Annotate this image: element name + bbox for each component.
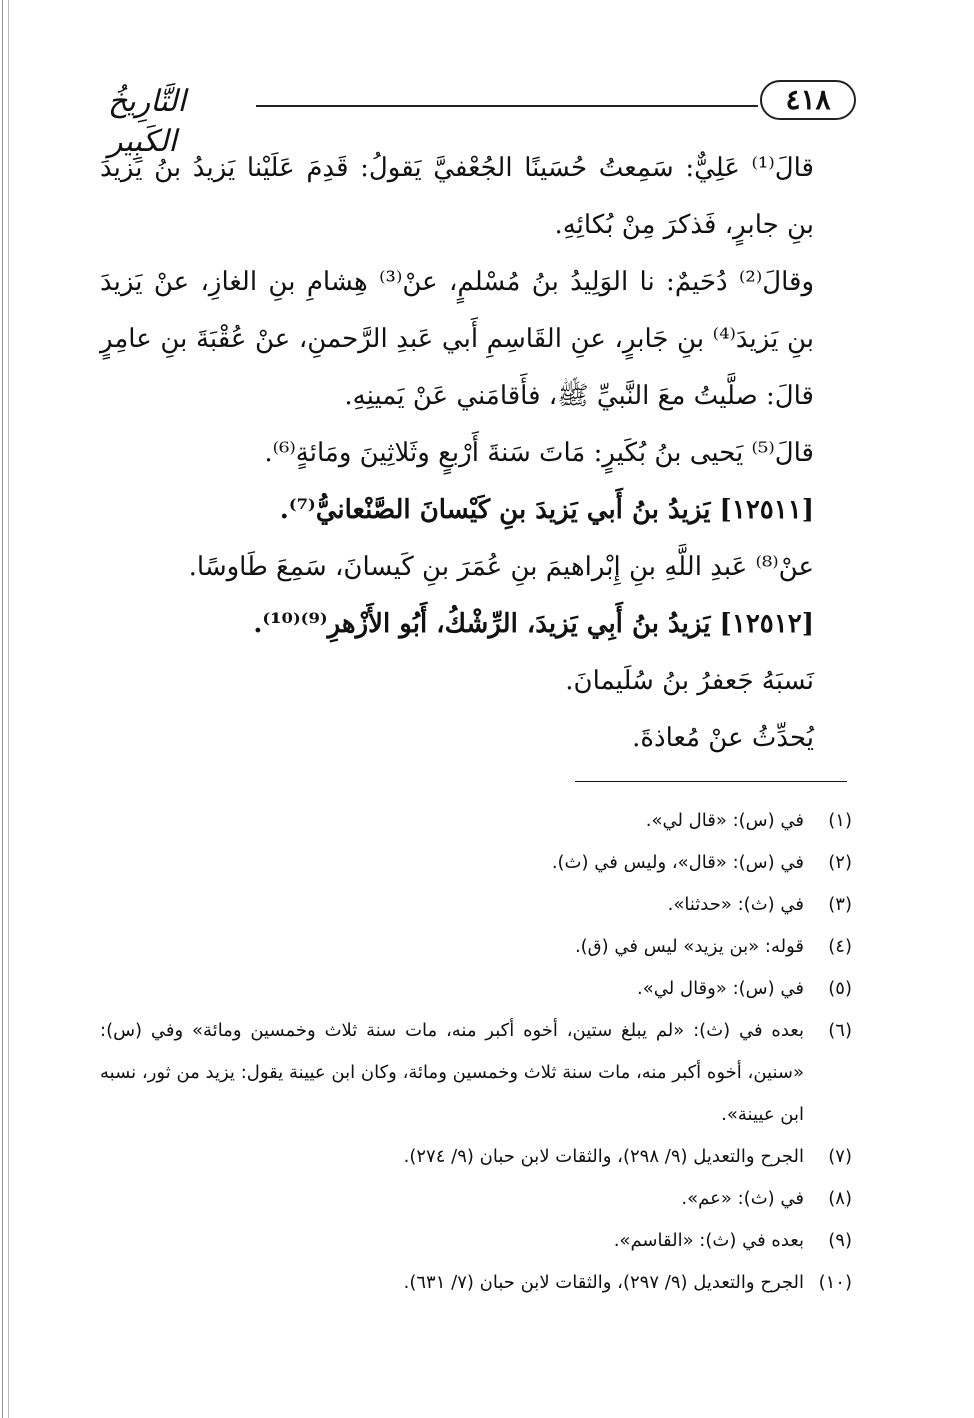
paragraph-5: عنْ⁽⁸⁾ عَبدِ اللَّهِ بنِ إِبْراهيمَ بنِ عُمَرَ بنِ كَيسانَ، سَمِعَ طَاوسًا.: [188, 552, 814, 582]
paragraph-1: قالَ⁽¹⁾ عَلِيٌّ: سَمِعتُ حُسَينًا الجُعْفيَّ يَقولُ: قَدِمَ عَلَيْنا يَزيدُ بنُ يَزيدَ بنِ جابرٍ، فَذكرَ مِنْ بُكائِهِ.: [100, 153, 814, 240]
footnote-number: (٦): [828, 1020, 852, 1041]
footnote-item: [100, 1220, 852, 1262]
footnote-item: [100, 1010, 852, 1136]
footnote-item: [100, 926, 852, 968]
footnote-text: في (س): «قال»، وليس في (ث).: [551, 852, 804, 873]
footnote-item: [100, 1178, 852, 1220]
footnote-number: (٨): [828, 1188, 852, 1209]
footnote-text: قوله: «بن يزيد» ليس في (ق).: [574, 936, 804, 957]
footnote-text: في (س): «وقال لي».: [637, 978, 804, 999]
footnote-item: [100, 968, 852, 1010]
paragraph-2: وقالَ⁽²⁾ دُحَيمٌ: نا الوَلِيدُ بنُ مُسْلمٍ، عنْ⁽³⁾ هِشامِ بنِ الغازِ، عنْ يَزيدَ بنِ يَزيدَ⁽⁴⁾ بنِ جَابرٍ، عنِ القَاسِمِ أَبي عَبدِ الرَّحمنِ، عنْ عُقْبَةَ بنِ عامِرٍ قالَ: صلَّيتُ معَ النَّبيِّ ﷺ، فأَقامَني عَنْ يَمينِهِ.: [100, 267, 814, 411]
main-text: [100, 140, 852, 767]
paragraph-8: يُحدِّثُ عنْ مُعاذةَ.: [632, 723, 814, 753]
running-title: التَّارِيخُ الكَبِير: [108, 84, 186, 159]
footnote-item: [100, 1136, 852, 1178]
header-rule: [256, 105, 758, 107]
footnote-number: (٢): [828, 852, 852, 873]
entry-heading-12511: [١٢٥١١] يَزيدُ بنُ أَبي يَزيدَ بنِ كَيْسانَ الصَّنْعانيُّ⁽⁷⁾.: [279, 495, 814, 525]
page-header: [108, 78, 856, 159]
footnote-text: بعده في (ث): «لم يبلغ ستين، أخوه أكبر منه، مات سنة ثلاث وخمسين ومائة» وفي (س): «سنين، أخوه أكبر منه، مات سنة ثلاث وخمسين ومائة، وكان ابن عيينة يقول: يزيد من ثور، نسبه ابن عيينة».: [100, 1020, 804, 1125]
footnote-text: في (س): «قال لي».: [645, 810, 804, 831]
footnote-number: (١٠): [818, 1272, 852, 1293]
entry-heading-12512: [١٢٥١٢] يَزيدُ بنُ أَبِي يَزيدَ، الرِّشْكُ، أَبُو الأَزْهرِ⁽⁹⁾⁽¹⁰⁾.: [253, 609, 814, 639]
paragraph-3: قالَ⁽⁵⁾ يَحيى بنُ بُكَيرٍ: مَاتَ سَنةَ أَرْبعٍ وثَلاثِينَ ومَائةٍ⁽⁶⁾.: [264, 438, 814, 468]
footnote-item: [100, 1262, 852, 1304]
footnote-number: (١): [828, 810, 852, 831]
footnote-text: بعده في (ث): «القاسم».: [613, 1230, 804, 1251]
footnote-text: في (ث): «عم».: [681, 1188, 804, 1209]
footnote-item: [100, 800, 852, 842]
page-number: ٤١٨: [760, 80, 856, 120]
paragraph-7: نَسبَهُ جَعفرُ بنُ سُلَيمانَ.: [565, 666, 814, 696]
footnote-text: الجرح والتعديل (٩/ ٢٩٧)، والثقات لابن حبان (٧/ ٦٣١).: [403, 1272, 804, 1293]
footnote-number: (٥): [828, 978, 852, 999]
page-binding-edge: [2, 0, 9, 1418]
footnote-item: [100, 884, 852, 926]
footnote-text: في (ث): «حدثنا».: [667, 894, 804, 915]
footnote-number: (٤): [828, 936, 852, 957]
footnote-separator: [575, 781, 847, 782]
footnote-text: الجرح والتعديل (٩/ ٢٩٨)، والثقات لابن حبان (٩/ ٢٧٤).: [403, 1146, 804, 1167]
footnote-number: (٣): [828, 894, 852, 915]
footnote-item: [100, 842, 852, 884]
footnote-number: (٩): [828, 1230, 852, 1251]
footnotes: [100, 800, 852, 1304]
footnote-number: (٧): [828, 1146, 852, 1167]
